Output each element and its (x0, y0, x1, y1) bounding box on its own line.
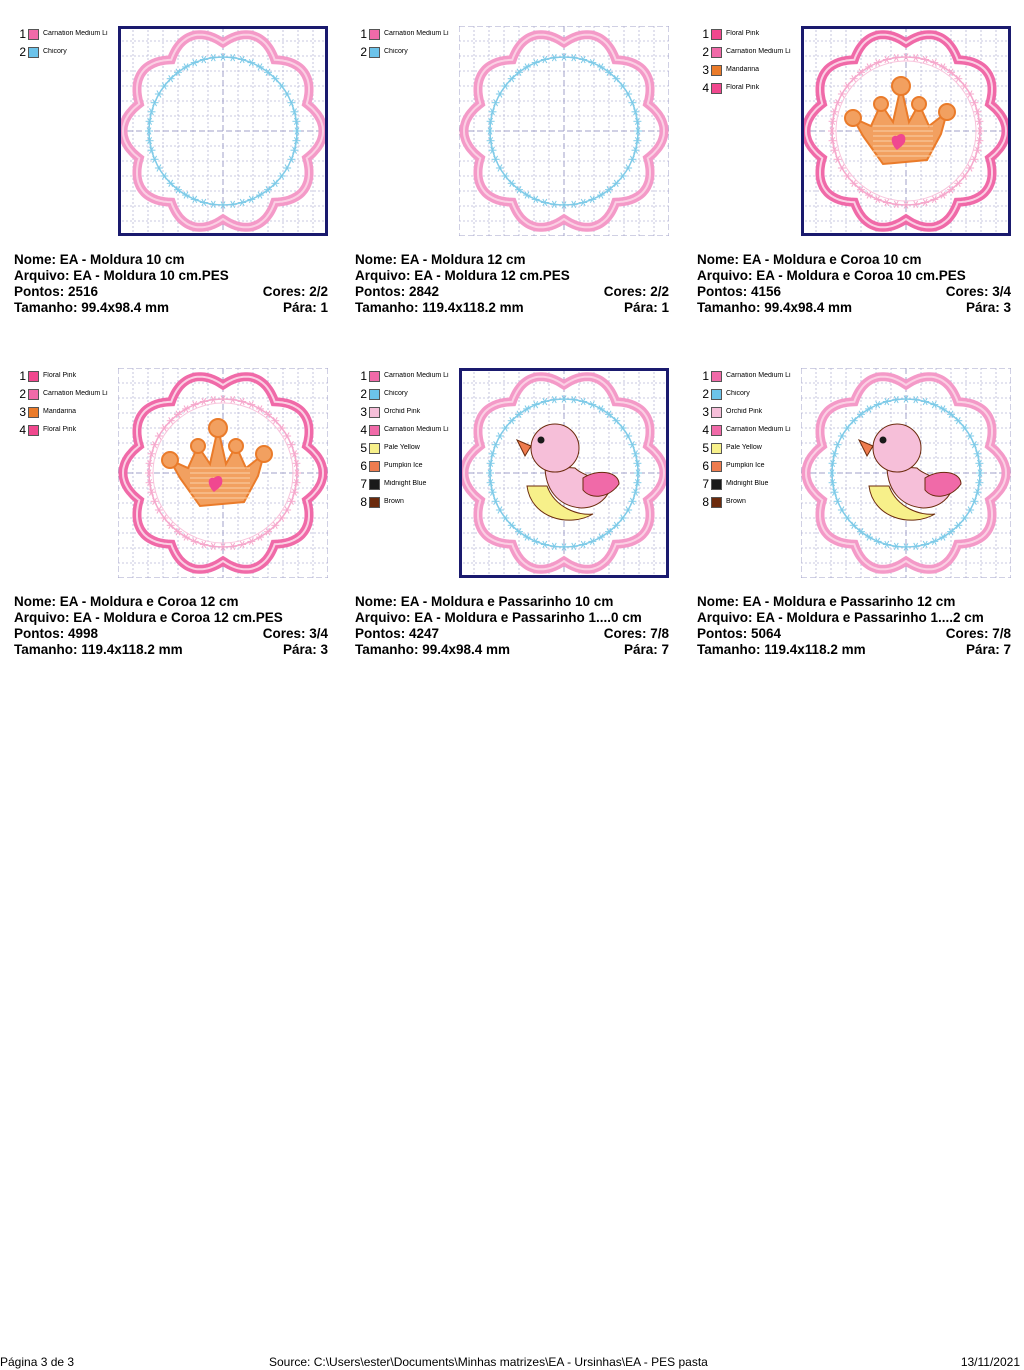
design-preview (118, 26, 328, 236)
color-swatch (369, 425, 380, 436)
stitch-count: Pontos: 4156 (697, 284, 782, 299)
stop-count: Pára: 7 (965, 642, 1011, 657)
color-swatch (369, 407, 380, 418)
color-number: 2 (702, 387, 709, 401)
color-legend-item (355, 422, 457, 440)
color-name: Chicory (43, 48, 67, 55)
color-legend-item (697, 26, 799, 44)
design-info (14, 252, 328, 316)
color-name: Pale Yellow (726, 444, 762, 451)
size-row (355, 642, 669, 658)
bird-motif (859, 424, 961, 520)
color-name: Chicory (384, 48, 408, 55)
color-legend-item (14, 404, 116, 422)
design-name: Nome: EA - Moldura e Passarinho 12 cm (697, 594, 956, 609)
color-legend-item (697, 404, 799, 422)
color-number: 5 (702, 441, 709, 455)
color-count: Cores: 7/8 (945, 626, 1011, 641)
file-row (355, 610, 669, 626)
stop-count: Pára: 1 (623, 300, 669, 315)
name-row (697, 594, 1011, 610)
print-date: 13/11/2021 (960, 1355, 1020, 1369)
color-number: 7 (360, 477, 367, 491)
color-number: 2 (702, 45, 709, 59)
design-size: Tamanho: 119.4x118.2 mm (697, 642, 866, 657)
color-number: 1 (19, 369, 26, 383)
color-number: 7 (702, 477, 709, 491)
stitch-count: Pontos: 2516 (14, 284, 99, 299)
stitches-row (697, 626, 1011, 642)
color-legend-item (697, 368, 799, 386)
design-name: Nome: EA - Moldura 12 cm (355, 252, 526, 267)
color-legend (697, 368, 799, 512)
color-name: Floral Pink (43, 372, 77, 379)
color-name: Pale Yellow (384, 444, 420, 451)
color-legend-item (355, 386, 457, 404)
file-row (14, 610, 328, 626)
color-name: Carnation Medium Li (43, 30, 108, 37)
color-count: Cores: 3/4 (945, 284, 1011, 299)
size-row (14, 642, 328, 658)
name-row (697, 252, 1011, 268)
file-row (355, 268, 669, 284)
color-legend (355, 368, 457, 512)
color-number: 1 (360, 27, 367, 41)
color-number: 4 (360, 423, 367, 437)
color-number: 3 (702, 405, 709, 419)
size-row (355, 300, 669, 316)
color-swatch (369, 389, 380, 400)
stop-count: Pára: 3 (282, 642, 328, 657)
color-legend (14, 26, 116, 62)
color-swatch (711, 407, 722, 418)
color-legend-item (14, 368, 116, 386)
color-swatch (28, 425, 39, 436)
color-legend-item (697, 476, 799, 494)
embroidery-preview (118, 26, 328, 236)
color-name: Carnation Medium Li (726, 426, 791, 433)
design-card (697, 26, 1011, 356)
color-number: 4 (702, 81, 709, 95)
color-number: 6 (360, 459, 367, 473)
color-legend-item (14, 422, 116, 440)
color-legend-item (355, 44, 457, 62)
name-row (14, 252, 328, 268)
color-legend-item (355, 368, 457, 386)
file-row (697, 610, 1011, 626)
color-swatch (711, 479, 722, 490)
color-swatch (711, 461, 722, 472)
name-row (355, 594, 669, 610)
design-card (697, 368, 1011, 698)
color-legend-item (14, 26, 116, 44)
design-file: Arquivo: EA - Moldura e Coroa 10 cm.PES (697, 268, 966, 283)
stitches-row (14, 626, 328, 642)
color-legend-item (697, 386, 799, 404)
design-size: Tamanho: 119.4x118.2 mm (355, 300, 524, 315)
color-legend-item (355, 404, 457, 422)
color-number: 8 (702, 495, 709, 509)
stitches-row (14, 284, 328, 300)
crown-motif (162, 419, 272, 506)
color-name: Brown (384, 498, 404, 505)
color-name: Orchid Pink (726, 408, 763, 415)
stop-count: Pára: 7 (623, 642, 669, 657)
design-file: Arquivo: EA - Moldura e Passarinho 1....0 cm (355, 610, 642, 625)
color-swatch (369, 371, 380, 382)
color-swatch (711, 47, 722, 58)
color-number: 4 (19, 423, 26, 437)
stitches-row (697, 284, 1011, 300)
color-name: Carnation Medium Li (726, 372, 791, 379)
color-legend-item (697, 80, 799, 98)
color-legend-item (697, 422, 799, 440)
color-name: Floral Pink (43, 426, 77, 433)
size-row (14, 300, 328, 316)
design-info (355, 252, 669, 316)
color-name: Floral Pink (726, 84, 760, 91)
color-number: 1 (19, 27, 26, 41)
color-name: Pumpkin Ice (384, 462, 423, 469)
design-size: Tamanho: 99.4x98.4 mm (697, 300, 853, 315)
color-name: Midnight Blue (726, 480, 769, 487)
color-legend-item (14, 44, 116, 62)
color-name: Midnight Blue (384, 480, 427, 487)
color-number: 5 (360, 441, 367, 455)
color-swatch (711, 497, 722, 508)
color-swatch (711, 425, 722, 436)
color-swatch (711, 371, 722, 382)
color-number: 1 (360, 369, 367, 383)
design-name: Nome: EA - Moldura e Coroa 12 cm (14, 594, 239, 609)
color-legend-item (14, 386, 116, 404)
color-name: Chicory (726, 390, 750, 397)
design-name: Nome: EA - Moldura e Passarinho 10 cm (355, 594, 614, 609)
color-number: 4 (702, 423, 709, 437)
embroidery-preview (118, 368, 328, 578)
design-card (355, 368, 669, 698)
design-size: Tamanho: 99.4x98.4 mm (355, 642, 511, 657)
color-swatch (369, 497, 380, 508)
design-name: Nome: EA - Moldura e Coroa 10 cm (697, 252, 922, 267)
color-name: Mandarina (726, 66, 760, 73)
design-name: Nome: EA - Moldura 10 cm (14, 252, 185, 267)
design-file: Arquivo: EA - Moldura e Passarinho 1....2 cm (697, 610, 984, 625)
color-number: 1 (702, 27, 709, 41)
color-legend (14, 368, 116, 440)
color-count: Cores: 7/8 (603, 626, 669, 641)
color-legend (355, 26, 457, 62)
size-row (697, 300, 1011, 316)
color-legend-item (697, 458, 799, 476)
design-file: Arquivo: EA - Moldura 12 cm.PES (355, 268, 570, 283)
design-info (697, 594, 1011, 658)
color-legend-item (355, 440, 457, 458)
color-legend-item (355, 26, 457, 44)
color-legend-item (697, 44, 799, 62)
design-file: Arquivo: EA - Moldura e Coroa 12 cm.PES (14, 610, 283, 625)
color-number: 3 (360, 405, 367, 419)
bird-motif (517, 424, 619, 520)
color-number: 2 (19, 387, 26, 401)
color-swatch (369, 461, 380, 472)
name-row (14, 594, 328, 610)
color-name: Chicory (384, 390, 408, 397)
color-number: 2 (19, 45, 26, 59)
stitch-count: Pontos: 5064 (697, 626, 782, 641)
color-name: Brown (726, 498, 746, 505)
color-swatch (369, 479, 380, 490)
color-swatch (369, 29, 380, 40)
design-card (355, 26, 669, 356)
color-number: 8 (360, 495, 367, 509)
crown-motif (845, 77, 955, 164)
stitches-row (355, 284, 669, 300)
name-row (355, 252, 669, 268)
size-row (697, 642, 1011, 658)
color-swatch (711, 389, 722, 400)
file-row (14, 268, 328, 284)
embroidery-preview (801, 26, 1011, 236)
stitches-row (355, 626, 669, 642)
color-number: 6 (702, 459, 709, 473)
color-number: 3 (702, 63, 709, 77)
color-name: Carnation Medium Li (726, 48, 791, 55)
color-count: Cores: 2/2 (603, 284, 669, 299)
embroidery-preview (459, 368, 669, 578)
design-preview (459, 368, 669, 578)
color-name: Carnation Medium Li (43, 390, 108, 397)
design-size: Tamanho: 99.4x98.4 mm (14, 300, 170, 315)
design-card (14, 26, 328, 356)
design-info (14, 594, 328, 658)
color-name: Carnation Medium Li (384, 372, 449, 379)
color-legend-item (697, 62, 799, 80)
color-number: 1 (702, 369, 709, 383)
embroidery-preview (459, 26, 669, 236)
color-count: Cores: 3/4 (262, 626, 328, 641)
stop-count: Pára: 3 (965, 300, 1011, 315)
color-swatch (28, 29, 39, 40)
color-swatch (711, 65, 722, 76)
design-preview (459, 26, 669, 236)
color-legend-item (697, 494, 799, 512)
color-swatch (711, 83, 722, 94)
color-name: Carnation Medium Li (384, 426, 449, 433)
color-swatch (28, 371, 39, 382)
color-number: 2 (360, 45, 367, 59)
page-number: Página 3 de 3 (0, 1355, 75, 1369)
stitch-count: Pontos: 4998 (14, 626, 99, 641)
color-swatch (28, 389, 39, 400)
design-info (697, 252, 1011, 316)
color-legend-item (697, 440, 799, 458)
color-count: Cores: 2/2 (262, 284, 328, 299)
color-swatch (369, 47, 380, 58)
color-legend (697, 26, 799, 98)
color-swatch (369, 443, 380, 454)
design-preview (118, 368, 328, 578)
color-number: 2 (360, 387, 367, 401)
color-swatch (711, 443, 722, 454)
color-name: Floral Pink (726, 30, 760, 37)
file-row (697, 268, 1011, 284)
color-name: Mandarina (43, 408, 77, 415)
design-preview (801, 26, 1011, 236)
color-number: 3 (19, 405, 26, 419)
color-legend-item (355, 494, 457, 512)
color-legend-item (355, 458, 457, 476)
stop-count: Pára: 1 (282, 300, 328, 315)
color-legend-item (355, 476, 457, 494)
source-path: Source: C:\Users\ester\Documents\Minhas matrizes\EA - Ursinhas\EA - PES pasta (269, 1355, 708, 1369)
design-size: Tamanho: 119.4x118.2 mm (14, 642, 183, 657)
design-file: Arquivo: EA - Moldura 10 cm.PES (14, 268, 229, 283)
color-swatch (28, 47, 39, 58)
color-name: Carnation Medium Li (384, 30, 449, 37)
stitch-count: Pontos: 2842 (355, 284, 440, 299)
color-swatch (711, 29, 722, 40)
color-swatch (28, 407, 39, 418)
design-card (14, 368, 328, 698)
embroidery-preview (801, 368, 1011, 578)
design-info (355, 594, 669, 658)
color-name: Pumpkin Ice (726, 462, 765, 469)
design-preview (801, 368, 1011, 578)
stitch-count: Pontos: 4247 (355, 626, 440, 641)
color-name: Orchid Pink (384, 408, 421, 415)
